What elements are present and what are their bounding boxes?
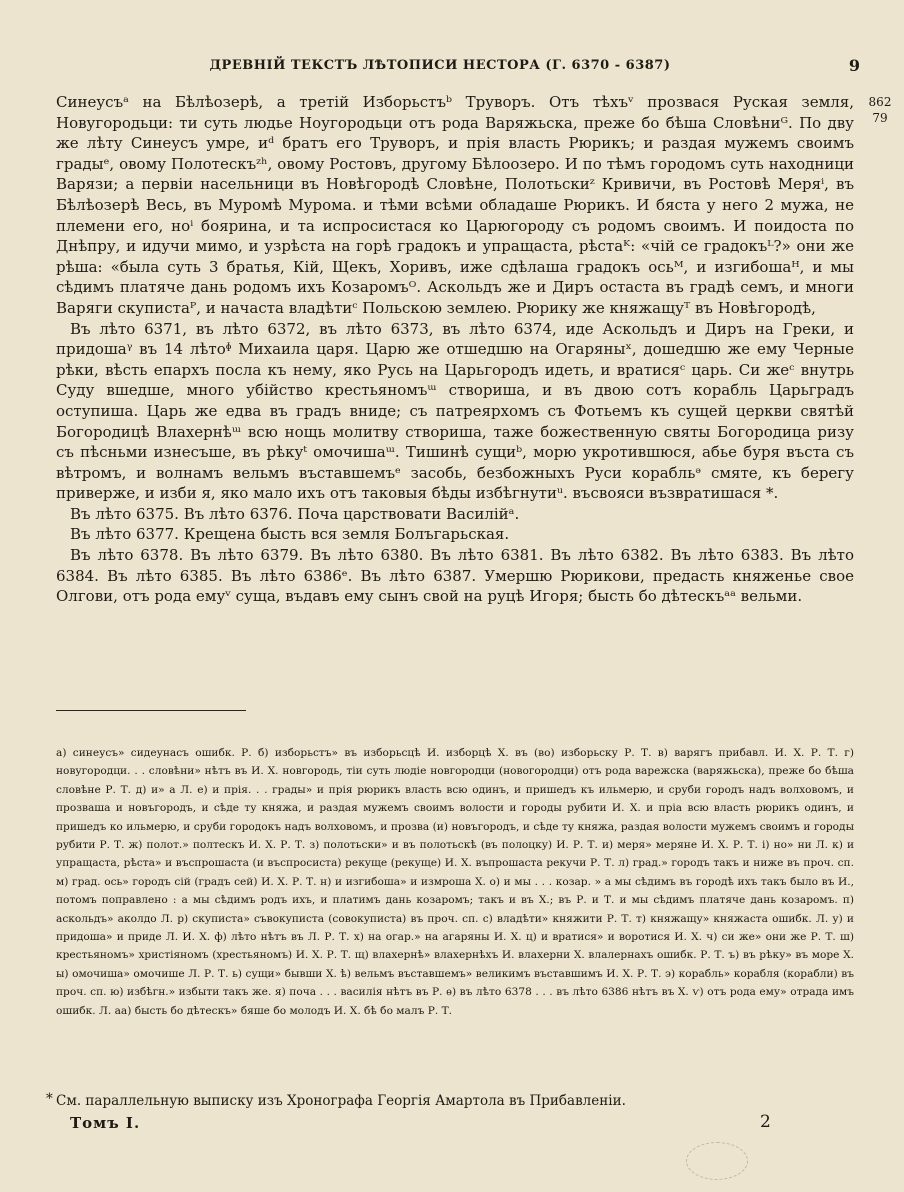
paragraph: Въ лѣто 6375. Въ лѣто 6376. Поча царствовати Василійᵃ. [70, 504, 520, 523]
variant-readings-notes: а) синеусъ» сидеунасъ ошибк. Р. б) изборьстъ» въ изборьсцѣ И. изборцѣ Х. въ (во) изборьску Р. Т. в) варягъ прибавл. И. Х. Р. Т. г) новугородци. . . словѣни» нѣтъ въ И. Х. новгородь, тіи суть людіе новгородци (новогородци) отъ рода варежска (варяжьска), преже бо бѣша словѣне Р. Т. д) и» а Л. е) и прія. . . грады» и прія рюрикъ власть всю одинъ, и пришедъ къ ильмерю, и сруби городъ надъ волховомъ, и прозваша и новъгородъ, и сѣде ту княжа, и раздая мужемъ своимъ волости и городы рубити И. Х. и пріа всю власть рюрикъ одинъ, и пришедъ ко ильмерю, и сруби городокъ надъ волховомъ, и прозва (и) новъгородъ, и сѣде ту княжа, раздая волости мужемъ своимъ и городы рубити Р. Т. ж) полот.» полтескъ И. Х. Р. Т. з) полотьски» и въ полотьскѣ (въ полоцку) И. Р. Т. и) меря» меряне И. Х. Р. Т. і) но» ни Л. к) и упращаста, рѣста» и въспрошаста (и въспросиста) рекуще (рекуще) И. Х. въпрошаста рекучи Р. Т. л) град.» городъ такъ и ниже въ проч. сп. м) град. ось» городъ сій (градъ сей) И. Х. Р. Т. н) и изгибоша» и измроша Х. о) и мы . . . козар. » а мы сѣдимъ въ городѣ ихъ такъ было въ И., потомъ поправлено : а мы сѣдимъ родъ ихъ, и платимъ дань козаромъ; такъ и въ Х.; въ Р. и Т. и мы сѣдимъ платяче дань козаромъ. п) аскольдъ» аколдо Л. р) скуписта» съвокуписта (совокуписта) въ проч. сп. с) владѣти» княжити Р. Т. т) княжащу» княжаста ошибк. Л. у) и придоша» и приде Л. И. Х. ф) лѣто нѣтъ въ Л. Р. Т. х) на огар.» на агаряны И. Х. ц) и вратися» и воротися И. Х. ч) си же» они же Р. Т. ш) крестьяномъ» христіяномъ (хрестьяномъ) И. Х. Р. Т. щ) влахернѣ» влахернѣхъ И. влахерни Х. влалернахъ ошибк. Р. Т. ъ) въ рѣку» въ море Х. ы) омочиша» омочише Л. Р. Т. ь) сущи» бывши Х. ѣ) вельмъ въставшемъ» великимъ въставшимъ И. Х. Р. Т. э) корабль» корабля (корабли) въ проч. сп. ю) избѣгн.» избыти такъ же. я) поча . . . василія нѣтъ въ Р. ѳ) въ лѣто 6378 . . . въ лѣто 6386 нѣтъ въ Х. ѵ) отъ рода ему» отрада имъ ошибк. Л. аа) бысть бо дѣтескъ» бяше бо молодъ И. Х. бѣ бо малъ Р. Т. [56, 747, 854, 1017]
footnote-text: См. параллельную выписку изъ Хронографа Георгія Амартола въ Прибавленіи. [56, 1093, 626, 1109]
chronicle-text [56, 92, 854, 607]
signature-mark: 2 [760, 1112, 771, 1132]
volume-label: Томъ I. [70, 1114, 141, 1132]
footnote-marker: * [46, 1091, 53, 1107]
paragraph: Въ лѣто 6377. Крещена бысть вся земля Болъгарьская. [70, 525, 510, 544]
margin-years [860, 94, 900, 126]
page-title: ДРЕВНІЙ ТЕКСТЪ ЛѢТОПИСИ НЕСТОРА (Г. 6370 - 6387) [209, 58, 671, 73]
page-number: 9 [848, 56, 860, 75]
paragraph: Въ лѣто 6378. Въ лѣто 6379. Въ лѣто 6380. Въ лѣто 6381. Въ лѣто 6382. Въ лѣто 6383. Въ лѣто 6384. Въ лѣто 6385. Въ лѣто 6386ᵉ. Въ лѣто 6387. Умершю Рюрикови, предасть княженье свое Олгови, отъ рода емуᵛ суща, въдавъ ему сынъ свой на руцѣ Игоря; бысть бо дѣтескъᵃᵃ вельми. [56, 546, 854, 606]
running-header [60, 58, 860, 80]
margin-year-ad: 862 [868, 95, 892, 109]
footnote [46, 1091, 854, 1110]
margin-year-ad-end: 79 [872, 111, 888, 125]
notes-divider [56, 710, 246, 711]
paragraph: Синеусъᵃ на Бѣлѣозерѣ, а третій Изборьстъᵇ Труворъ. Отъ тѣхъᵛ прозвася Руская земля, Новугородьци: ти суть людье Ноугородьци отъ рода Варяжьска, преже бо бѣша Словѣниᴳ. По дву же лѣту Синеусъ умре, иᵈ братъ его Труворъ, и прія власть Рюрикъ; и раздая мужемъ своимъ градыᵉ, овому Полотескъᶻʰ, овому Ростовъ, другому Бѣлоозеро. И по тѣмъ городомъ суть находници Варязи; а первіи насельници въ Новѣгородѣ Словѣне, Полотьскиᶻ Кривичи, въ Ростовѣ Меряⁱ, въ Бѣлѣозерѣ Весь, въ Муромѣ Мурома. и тѣми всѣми обладаше Рюрикъ. И бяста у него 2 мужа, не племени его, ноⁱ боярина, и та испросистася ко Царюгороду съ родомъ своимъ. И поидоста по Днѣпру, и идучи мимо, и узрѣста на горѣ градокъ и упращаста, рѣстаᴷ: «чій се градокъᴸ?» они же рѣша: «была суть 3 братья, Кій, Щекъ, Хоривъ, иже сдѣлаша градокъ осьᴹ, и изгибошаᴴ, и мы сѣдимъ платяче дань родомъ ихъ Козаромъᴼ. Аскольдъ же и Диръ остаста въ градѣ семъ, и многи Варяги скупистаᴾ, и начаста владѣтиᶜ Польскою землею. Рюрику же княжащуᵀ въ Новѣгородѣ, [56, 93, 854, 317]
paragraph: Въ лѣто 6371, въ лѣто 6372, въ лѣто 6373, въ лѣто 6374, иде Аскольдъ и Диръ на Греки, и придошаᵞ въ 14 лѣтоᶲ Михаила царя. Царю же отшедшю на Огаряныˣ, дошедшю же ему Черные рѣки, вѣсть епархъ посла къ нему, яко Русь на Царьгородъ идеть, и вратисяᶜ царь. Си жеᶜ внутрь Суду вшедше, много убійство крестьяномъᵚ створиша, и въ двою сотъ корабль Царьградъ оступиша. Царь же едва въ градъ вниде; съ патреярхомъ съ Фотьемъ къ сущей церкви святѣй Богородицѣ Влахернѣᵚ всю нощь молитву створиша, таже божественную святы Богородица ризу съ пѣсньми изнесъше, въ рѣкуᵗ омочишаᵚ. Тишинѣ сущиᵇ, морю укротившюся, абье буря въста съ вѣтромъ, и волнамъ вельмъ въставшемъᵉ засобь, безбожныхъ Руси корабльᵊ смяте, къ берегу приверже, и изби я, яко мало ихъ отъ таковыя бѣды избѣгнутиᵘ. въсвояси възвратишася *. [56, 319, 854, 503]
library-stamp [686, 1142, 748, 1180]
